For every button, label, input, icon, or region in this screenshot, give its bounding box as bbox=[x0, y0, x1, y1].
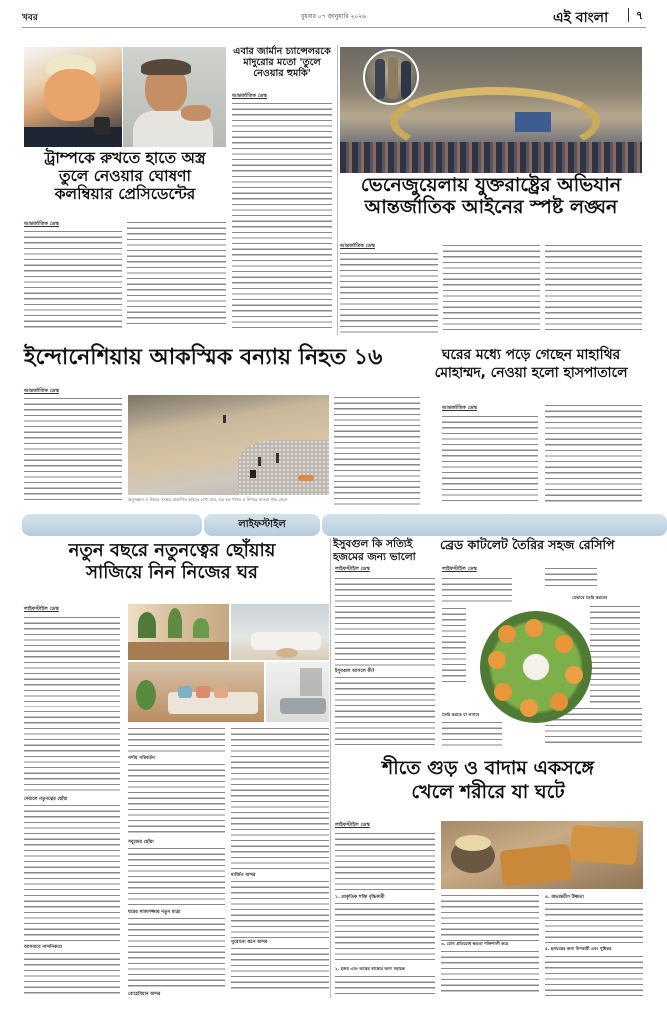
jaggery-headline-line2: খেলে শরীরে যা ঘটে bbox=[411, 780, 565, 803]
home-byline: লাইফস্টাইল ডেস্ক bbox=[24, 606, 59, 612]
venezuela-body-col3 bbox=[545, 243, 642, 333]
jaggery-body-col2 bbox=[441, 893, 539, 941]
section-banner-right bbox=[322, 514, 667, 536]
home-body-col3b bbox=[231, 838, 329, 870]
germany-headline-line2: মাদুরোর মতো 'তুলে bbox=[243, 57, 321, 69]
cutlet-plate-photo bbox=[480, 611, 592, 723]
cutlet-body-b bbox=[442, 606, 466, 684]
germany-byline: আন্তর্জাতিক ডেস্ক bbox=[232, 93, 267, 99]
cutlet-subhead-method: যেভাবে তৈরি করবেন bbox=[572, 595, 608, 600]
section-banner-left bbox=[22, 514, 202, 536]
section-label: খবর bbox=[22, 13, 38, 23]
home-subhead: ঘরের সাজসজ্জায় নতুন মাত্রা bbox=[128, 910, 181, 915]
home-subhead: পুরোনো রূপে অন্দর bbox=[231, 940, 268, 945]
cutlet-headline: ব্রেড কাটলেট তৈরির সহজ রেসিপি bbox=[440, 537, 615, 552]
indonesia-body-col2 bbox=[334, 395, 420, 505]
home-subhead: আসবাবে নান্দনিকতা bbox=[24, 945, 63, 950]
mahathir-headline bbox=[420, 347, 642, 383]
lifestyle-section-title: লাইফস্টাইল bbox=[238, 519, 286, 530]
column-divider bbox=[337, 45, 338, 335]
column-divider bbox=[330, 538, 331, 998]
jaggery-subhead-3: ৩. রোগ প্রতিরোধ ক্ষমতা শক্তিশালী করে bbox=[441, 941, 509, 946]
mahathir-body-col1 bbox=[442, 414, 538, 502]
isabgol-byline: লাইফস্টাইল ডেস্ক bbox=[335, 566, 370, 572]
colombia-headline-line2: তুলে নেওয়ার ঘোষণা bbox=[58, 166, 192, 185]
maduro-inset-photo bbox=[363, 49, 419, 105]
colombia-body-col1 bbox=[24, 229, 122, 329]
mahathir-headline-line2: মোহাম্মদ, নেওয়া হলো হাসপাতালে bbox=[434, 364, 628, 381]
colombia-byline: আন্তর্জাতিক ডেস্ক bbox=[24, 221, 59, 227]
venezuela-body-col1 bbox=[340, 251, 438, 333]
isabgol-body bbox=[335, 576, 435, 638]
jaggery-body-col1b bbox=[335, 901, 435, 963]
home-subhead: মার্জিত অন্দর bbox=[231, 873, 256, 878]
home-body-col3c bbox=[231, 879, 329, 939]
germany-headline-line3: নেওয়ার হুমকি' bbox=[253, 68, 311, 80]
flood-photo bbox=[128, 395, 329, 495]
jaggery-subhead-2: ২. হজম এবং অন্ত্রের স্বাস্থ্যের জন্য সহায়ক bbox=[335, 966, 405, 971]
jaggery-headline bbox=[333, 757, 643, 805]
mahathir-byline: আন্তর্জাতিক ডেস্ক bbox=[442, 405, 477, 411]
home-body-col3d bbox=[231, 946, 329, 991]
home-body-col1e bbox=[24, 951, 120, 997]
cutlet-byline: লাইফস্টাইল ডেস্ক bbox=[442, 566, 477, 572]
home-body-col2d bbox=[128, 916, 225, 989]
jaggery-headline-line1: শীতে গুড় ও বাদাম একসঙ্গে bbox=[381, 757, 595, 779]
jaggery-body-col3b bbox=[545, 954, 643, 996]
cutlet-body-a bbox=[442, 576, 512, 606]
venezuela-headline-line2: আন্তর্জাতিক আইনের স্পষ্ট লঙ্ঘন bbox=[364, 195, 618, 218]
jaggery-subhead-1: ১. প্রাকৃতিক শক্তি বৃদ্ধিকারী bbox=[335, 895, 385, 900]
home-subhead: পর্দায় পরিবর্তন bbox=[128, 756, 155, 761]
grey-sofa-photo bbox=[266, 662, 329, 722]
jaggery-body-col1c bbox=[335, 974, 435, 996]
living-room-white-photo bbox=[231, 604, 329, 660]
home-headline-line1: নতুন বছরে নতুনত্বের ছোঁয়ায় bbox=[68, 540, 276, 561]
venezuela-byline: আন্তর্জাতিক ডেস্ক bbox=[340, 243, 375, 249]
cutlet-body-c bbox=[442, 720, 502, 748]
jaggery-body-col1 bbox=[335, 831, 435, 891]
colombia-headline-line1: ট্রাম্পকে রুখতে হাতে অস্ত্র bbox=[44, 149, 206, 167]
jaggery-subhead-5: ৫. হৃদযন্ত্রের জন্য উপকারী এবং পুষ্টিকর bbox=[545, 946, 612, 951]
colombia-headline bbox=[24, 150, 226, 203]
boho-sofa-photo bbox=[128, 662, 264, 722]
home-body-col1b bbox=[24, 709, 120, 793]
cutlet-subhead-ingredients: তৈরি করতে যা লাগবে bbox=[442, 712, 480, 717]
mahathir-headline-line1: ঘরের মধ্যে পড়ে গেছেন মাহাথির bbox=[441, 347, 621, 363]
germany-headline bbox=[230, 46, 334, 79]
plants-room-photo bbox=[128, 604, 229, 660]
isabgol-body-b bbox=[335, 640, 435, 666]
jaggery-nuts-photo bbox=[441, 821, 643, 889]
germany-body bbox=[232, 101, 332, 332]
isabgol-body-c bbox=[335, 675, 435, 745]
venezuela-body-col2 bbox=[443, 243, 540, 333]
home-body-col2 bbox=[128, 726, 225, 754]
petro-photo bbox=[123, 47, 226, 147]
isabgol-headline bbox=[333, 538, 437, 564]
home-body-col2b bbox=[128, 762, 225, 837]
colombia-body-col2 bbox=[127, 220, 226, 326]
isabgol-subhead: ইসুবগুল আসলে কী? bbox=[335, 669, 375, 674]
jaggery-body-col2b bbox=[441, 949, 539, 995]
home-body-col1c bbox=[24, 803, 120, 891]
isabgol-headline-line2: হজমের জন্য ভালো bbox=[333, 551, 416, 564]
cutlet-method bbox=[590, 604, 640, 704]
home-subhead: দেয়ালে নতুনত্বের ছোঁয়া bbox=[24, 797, 68, 802]
cutlet-ingredients-top bbox=[545, 566, 597, 588]
trump-photo bbox=[24, 47, 122, 147]
home-headline bbox=[24, 540, 320, 583]
flood-photo-caption: অনুসন্ধান ও উদ্ধার সংস্থার প্রকাশিত ছবিতে দেখা যায়, বড় বড় পাথর ও উপড়ে যাওয়া গাছ ভেসে bbox=[128, 497, 288, 502]
page-number: ৭ bbox=[636, 9, 644, 22]
home-body-col1d bbox=[24, 893, 120, 941]
jaggery-subhead-4: ৪. অভ্যন্তরীণ উষ্ণতা bbox=[545, 895, 584, 900]
header-divider bbox=[628, 8, 629, 22]
colombia-headline-line3: কলম্বিয়ার প্রেসিডেন্টের bbox=[54, 184, 196, 203]
germany-headline-line1: এবার জার্মান চ্যান্সেলরকে bbox=[233, 46, 331, 57]
indonesia-headline: ইন্দোনেশিয়ায় আকস্মিক বন্যায় নিহত ১৬ bbox=[24, 345, 383, 370]
venezuela-headline bbox=[340, 175, 642, 219]
venezuela-headline-line1: ভেনেজুয়েলায় যুক্তরাষ্ট্রের অভিযান bbox=[360, 174, 622, 196]
jaggery-body-col3 bbox=[545, 901, 643, 943]
header-rule bbox=[22, 27, 646, 28]
home-headline-line2: সাজিয়ে নিন নিজের ঘর bbox=[86, 561, 258, 583]
home-subhead: সবুজের ছোঁয়া bbox=[128, 840, 154, 845]
isabgol-headline-line1: ইসুবগুল কি সত্যিই bbox=[333, 538, 413, 550]
jaggery-byline: লাইফস্টাইল ডেস্ক bbox=[335, 822, 370, 828]
home-body-col1 bbox=[24, 615, 120, 707]
issue-date: বুধবার ০৭ জানুয়ারি ২০২৬ bbox=[300, 13, 367, 20]
logo-text: এই বাংলা bbox=[553, 10, 609, 26]
mahathir-body-col2 bbox=[545, 403, 642, 502]
home-subhead: বোহেমিয়ান অন্দর bbox=[128, 992, 161, 997]
indonesia-byline: আন্তর্জাতিক ডেস্ক bbox=[24, 388, 59, 394]
indonesia-body-col1 bbox=[24, 396, 122, 504]
home-body-col3 bbox=[231, 726, 329, 836]
home-body-col2c bbox=[128, 846, 225, 908]
